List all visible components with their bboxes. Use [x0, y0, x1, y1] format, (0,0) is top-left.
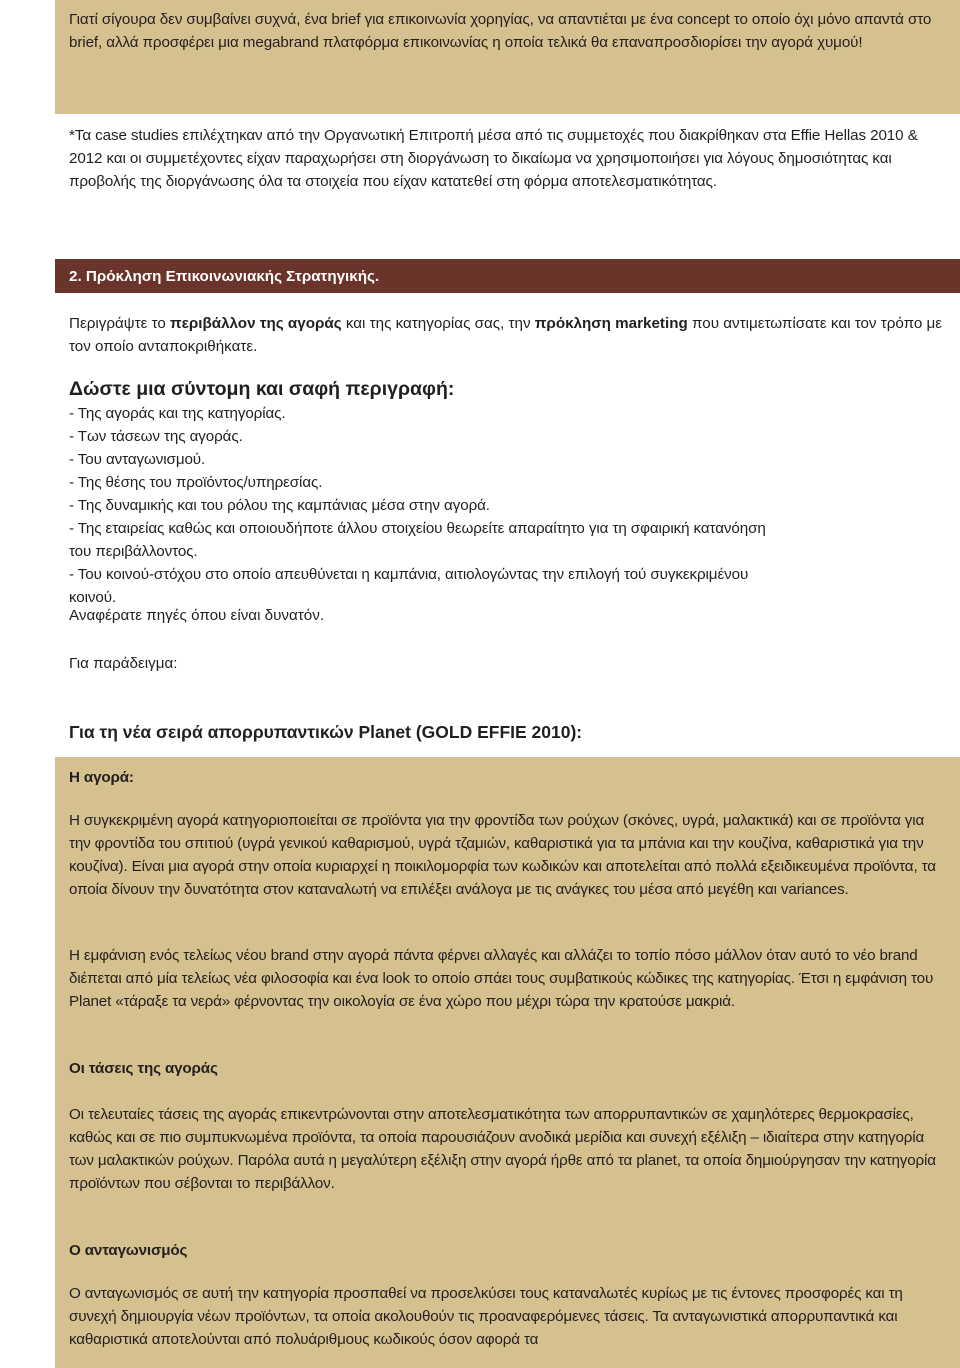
brief-heading: Δώστε μια σύντομη και σαφή περιγραφή:	[69, 378, 455, 400]
trends-label: Οι τάσεις της αγοράς	[69, 1060, 218, 1077]
brief-list	[69, 402, 949, 609]
highlight-box-top	[55, 0, 960, 114]
trends-paragraph: Οι τελευταίες τάσεις της αγοράς επικεντρώνονται στην αποτελεσματικότητα των απορρυπαντικών σε χαμηλότερες θερμοκρασίες, καθώς και σε πιο συμπυκνωμένα προϊόντα, τα οποία παρουσιάζουν ανοδικά μερίδια και συνεχή εξέλιξη – ιδιαίτερα στην κατηγορία των μαλακτικών ρούχων. Παρόλα αυτά η μεγαλύτερη εξέλιξη στην αγορά ήρθε από τα planet, τα οποία δημιούργησαν την κατηγορία προϊόντων που σέβονται το περιβάλλον.	[69, 1106, 936, 1192]
section-title: 2. Πρόκληση Επικοινωνιακής Στρατηγικής.	[69, 268, 380, 285]
intro-bold-market-environment: περιβάλλον της αγοράς	[170, 315, 342, 332]
intro-text-2: και της κατηγορίας σας, την	[341, 315, 535, 332]
example-label: Για παράδειγμα:	[69, 655, 178, 672]
brief-item: - Της εταιρείας καθώς και οποιουδήποτε άλλου στοιχείου θεωρείτε απαραίτητο για τη σφαιρική κατανόηση του περιβάλλοντος.	[69, 520, 766, 560]
intro-text-3: που αντιμετωπίσατε και τον τρόπο με τον οποίο ανταποκριθήκατε.	[69, 315, 943, 355]
brief-item: - Των τάσεων της αγοράς.	[69, 428, 243, 445]
market-label: Η αγορά:	[69, 769, 134, 786]
brief-item: - Του ανταγωνισμού.	[69, 451, 206, 468]
top-box-text: Γιατί σίγουρα δεν συμβαίνει συχνά, ένα brief για επικοινωνία χορηγίας, να απαντιέται με ένα concept το οποίο όχι μόνο απαντά στο brief, αλλά προσφέρει μια megabrand πλατφόρμα επικοινωνίας η οποία τελικά θα επαναπροσδιορίσει την αγορά χυμού!	[69, 11, 932, 51]
case-study-title: Για τη νέα σειρά απορρυπαντικών Planet (GOLD EFFIE 2010):	[69, 722, 583, 742]
competition-label: Ο ανταγωνισμός	[69, 1242, 188, 1259]
brief-item: - Της θέσης του προϊόντος/υπηρεσίας.	[69, 474, 323, 491]
case-studies-footnote: *Τα case studies επιλέχτηκαν από την Οργανωτική Επιτροπή μέσα από τις συμμετοχές που διακρίθηκαν στα Effie Hellas 2010 & 2012 και οι συμμετέχοντες είχαν παραχωρήσει στη διοργάνωση το δικαίωμα να χρησιμοποιήσει για λόγους δημοσιότητας και προβολής της διοργάνωσης όλα τα στοιχεία που είχαν κατατεθεί στη φόρμα αποτελεσματικότητας.	[69, 127, 918, 190]
sources-note: Αναφέρατε πηγές όπου είναι δυνατόν.	[69, 607, 325, 624]
case-study-box	[55, 757, 960, 1368]
intro-bold-marketing-challenge: πρόκληση marketing	[534, 315, 688, 332]
section-intro	[69, 312, 954, 358]
competition-paragraph: Ο ανταγωνισμός σε αυτή την κατηγορία προσπαθεί να προσελκύσει τους καταναλωτές κυρίως με τις έντονες προσφορές και τη συνεχή δημιουργία νέων προϊόντων, τα οποία ακολουθούν τις προαναφερόμενες τάσεις. Τα ανταγωνιστικά απορρυπαντικά και καθαριστικά αποτελούνται από πολυάριθμους κωδικούς όσον αφορά τα	[69, 1285, 903, 1348]
market-paragraph-1: Η συγκεκριμένη αγορά κατηγοριοποιείται σε προϊόντα για την φροντίδα των ρούχων (σκόνες, υγρά, μαλακτικά) και σε προϊόντα για την φροντίδα του σπιτιού (υγρά γενικού καθαρισμού, υγρά τζαμιών, καθαριστικά για τα μπάνια και την κουζίνα, καθαριστικά για την κουζίνα). Είναι μια αγορά στην οποία κυριαρχεί η ποικιλομορφία των κωδικών και αποτελείται από πολλά εξειδικευμένα προϊόντα, τα οποία δίνουν την δυνατότητα στον καταναλωτή να επιλέξει ανάλογα με τις ανάγκες του μέσα από μεγέθη και variances.	[69, 812, 936, 898]
section-header-bar	[55, 259, 960, 293]
brief-item: - Του κοινού-στόχου στο οποίο απευθύνεται η καμπάνια, αιτιολογώντας την επιλογή τού συγκεκριμένου κοινού.	[69, 566, 749, 606]
brief-item: - Της αγοράς και της κατηγορίας.	[69, 405, 286, 422]
intro-text-1: Περιγράψτε το	[69, 315, 171, 332]
market-paragraph-2: Η εμφάνιση ενός τελείως νέου brand στην αγορά πάντα φέρνει αλλαγές και αλλάζει το τοπίο πόσο μάλλον όταν αυτό το νέο brand διέπεται από μία τελείως νέα φιλοσοφία και ένα look το οποίο σπάει τους συμβατικούς κώδικες της κατηγορίας. Έτσι η εμφάνιση του Planet «τάραξε τα νερά» φέρνοντας την οικολογία σε ένα χώρο που μέχρι τώρα την κρατούσε μακριά.	[69, 947, 934, 1010]
brief-item: - Της δυναμικής και του ρόλου της καμπάνιας μέσα στην αγορά.	[69, 497, 490, 514]
